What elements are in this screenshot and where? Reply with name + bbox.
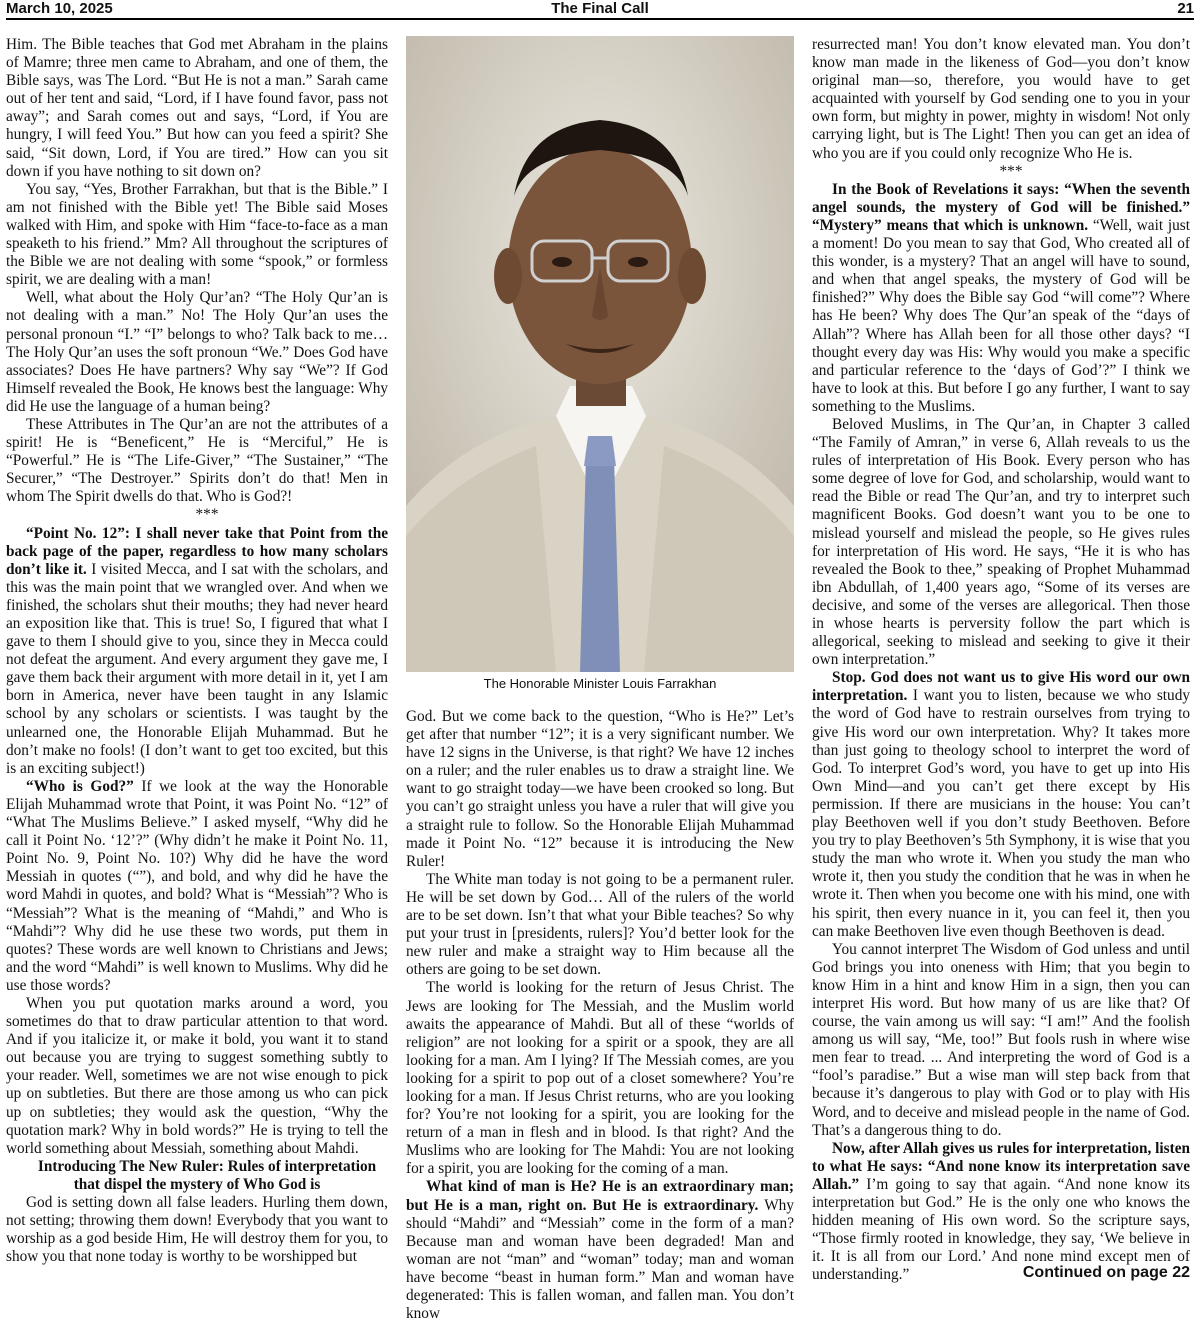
- masthead: [6, 0, 1194, 20]
- paragraph: resurrected man! You don’t know elevated man. You don’t know man made in the likeness of God—you don’t know original man—so, therefore, you would have to get acquainted with yourself by God sending one to you in your own form, but mighty in power, mighty in wisdom! Not only carrying light, but is The Light! Then you can get an idea of who you are if you could only recognize Who He is.: [812, 36, 1190, 162]
- paragraph: [6, 525, 388, 778]
- portrait-photo: [406, 36, 794, 672]
- paragraph: Him. The Bible teaches that God met Abraham in the plains of Mamre; three men came to Abraham, and one of them, the Bible says, was The Lord. “But He is not a man.” Sarah came out of her tent and said, “Lord, if I have found favor, pass not away”; and Sarah comes out and says, “Lord, if You are hungry, I will feed You.” But how can you feed a spirit? She said, “Sit down, Lord, if You are tired.” How can you sit down if you have nothing to sit down on?: [6, 36, 388, 180]
- column-2: [406, 708, 794, 1323]
- paragraph: [812, 1140, 1190, 1285]
- photo-caption: The Honorable Minister Louis Farrakhan: [483, 676, 717, 691]
- bold-lead: “Point No. 12”: I shall never take that Point from the back page of the paper, regardless to how many scholars don’t like it.: [6, 524, 388, 578]
- paragraph: Well, what about the Holy Qur’an? “The Holy Qur’an is not dealing with a man.” No! The Holy Qur’an uses the personal pronoun “I.” “I” belongs to who? Talk back to me… The Holy Qur’an uses the soft pronoun “We.” Does God have associates? Does He have partners? Why say “We”? If God Himself revealed the Book, He knows best the language: Why did He use the language of a human being?: [6, 289, 388, 415]
- paragraph: [406, 1178, 794, 1323]
- bold-lead: What kind of man is He? He is an extraordinary man; but He is a man, right on. But He is extraordinary.: [406, 1178, 794, 1214]
- issue-date: March 10, 2025: [6, 0, 113, 17]
- portrait-illustration: [406, 36, 794, 672]
- paragraph: God is setting down all false leaders. Hurling them down, not setting; throwing them down! Everybody that you want to worship as a god beside Him, He will destroy them for you, to show you that none today is worthy to be worshipped but: [6, 1194, 388, 1266]
- paragraph: [812, 669, 1190, 940]
- continued-notice[interactable]: Continued on page 22: [1022, 1264, 1190, 1281]
- paragraph-text: I visited Mecca, and I sat with the scholars, and this was the main point that we wrangled over. And when we finished, the scholars shut their mouths; they had never heard an exposition like that. This is true! So, I figured that what I gave to them I should give to you, since they in Mecca could not defeat the argument. And every argument they gave me, I gave them back their argument with more detail in it, yet I am born in America, never have been taught in any Islamic school by any scholars or scientists. I was taught by the unlearned one, the Honorable Elijah Muhammad. But he don’t make no fools! (I don’t want to get too excited, but this is an exciting subject!): [6, 560, 388, 777]
- paragraph-text: Why should “Mahdi” and “Messiah” come in the form of a man? Because man and woman have been degraded! Man and woman are not “man” and “woman” today; man and woman have become “beast in human form.” Man and woman have degenerated: This is fallen woman, and fallen man. You don’t know: [406, 1196, 794, 1323]
- paragraph: The White man today is not going to be a permanent ruler. He will be set down by God… All of the rulers of the world are to be set down. Isn’t that what your Bible teaches? So why put your trust in [presidents, rulers]? You’d better look for the new ruler and make a straight way to Him because all the others are going to be set down.: [406, 870, 794, 979]
- section-break: ***: [999, 162, 1023, 180]
- bold-lead: Stop. God does not want us to give His word our own interpretation.: [812, 669, 1190, 705]
- paragraph-text: I want you to listen, because we who study the word of God have to restrain ourselves from trying to give His word our own interpretation. Why? It takes more than just going to theology school to interpret the word of God. To interpret God’s word, you have to get up into His Own Mind—and you can’t get there except by His permission. If there are musicians in the house: You can’t play Beethoven well if you don’t study Beethoven. Before you try to play Beethoven’s 5th Symphony, it is wise that you study the man who wrote it. When you study the man who wrote it, then you study the condition that he was in when he wrote it. Then when you become one with his mind, one with his spirit, then every nuance in it, you can feel it, then you can make Beethoven live even though Beethoven is dead.: [812, 687, 1190, 940]
- paragraph: [6, 778, 388, 995]
- column-3: [812, 36, 1190, 1284]
- section-break: ***: [195, 506, 219, 524]
- paragraph: Beloved Muslims, in The Qur’an, in Chapter 3 called “The Family of Amran,” in verse 6, Allah reveals to us the rules of interpretation of His Book. Every person who has some degree of love for God, and scholarship, would want to read the Bible or read The Qur’an, and try to interpret such magnificent Books. God doesn’t want you to be one to mislead yourself and mislead the people, so He gives rules for interpretation of His word. He says, “He it is who has revealed the Book to thee,” speaking of Prophet Muhammad ibn Abdullah, of 1,400 years ago, “Some of its verses are decisive, and some of the verses are allegorical. Then those in whose hearts is perversity follow the part which is allegorical, seeking to mislead and seeking to give it their own interpretation.”: [812, 415, 1190, 669]
- column-1: [6, 36, 388, 1266]
- paragraph-text: “Well, wait just a moment! Do you mean to say that God, Who created all of this wonder, is a mystery? That an angel will have to sound, and when that angel speaks, the mystery of God will be finished?” Why does the Bible say God “will come”? Where has He been? Why does The Qur’an speak of the “days of Allah”? Where has Allah been for all those other days? “I thought every day was His: Why would you make a specific and particular reference to the ‘days of God’?” I think we have to look at this. But before I go any further, I want to say something to the Muslims.: [812, 216, 1190, 415]
- paragraph: [812, 181, 1190, 416]
- paper-title: The Final Call: [551, 0, 649, 17]
- page-number: 21: [1177, 0, 1194, 17]
- bold-lead: In the Book of Revelations it says: “When the seventh angel sounds, the mystery of God will be finished.” “Mystery” means that which is unknown.: [812, 180, 1190, 234]
- paragraph: You cannot interpret The Wisdom of God unless and until God brings you into oneness with Him; that you begin to know Him in a hint and know Him in a sign, then you can interpret His word. But how many of us are like that? Of course, the vain among us will say: “I am!” And the foolish among us will say, “Me, too!” But fools rush in where wise men fear to tread. ... And interpreting the word of God is a “fool’s paradise.” But a wise man will step back from that because it’s dangerous to play with God or to play with His Word, and to deceive and mislead people in the name of God. That’s a dangerous thing to do.: [812, 940, 1190, 1139]
- paragraph-text: I’m going to say that again. “And none know its interpretation but God.” He is the only one who knows the hidden meaning of His own word. So the scripture says, “Those firmly rooted in knowledge, they say, ‘We believe in it. It is all from our Lord.’ And none mind except men of understanding.”: [812, 1175, 1190, 1284]
- paragraph-text: If we look at the way the Honorable Elijah Muhammad wrote that Point, it was Point No. “12” of “What The Muslims Believe.” I asked myself, “Why did he call it Point No. ‘12’?” (Why didn’t he make it Point No. 11, Point No. 9, Point No. 10?) Why did he have the word Messiah in quotes (“”), and bold, and why did he have the word Mahdi in quotes, and bold? What is “Messiah”? Who is “Messiah”? What is the meaning of “Mahdi,” and Who is “Mahdi”? Why did he use these two words, put them in quotes? These words are well known to Christians and Jews; and the word “Mahdi” is well known to Muslims. Why did he use those words?: [6, 777, 388, 994]
- paragraph: You say, “Yes, Brother Farrakhan, but that is the Bible.” I am not finished with the Bible yet! The Bible said Moses walked with Him, and spoke with Him “face-to-face as a man speaketh to his friend.” Mm? All throughout the scriptures of the Bible we are not dealing with some “spook,” or formless spirit, we are dealing with a man!: [6, 180, 388, 289]
- paragraph: These Attributes in The Qur’an are not the attributes of a spirit! He is “Beneficent,” He is “Merciful,” He is “Powerful.” He is “The Life-Giver,” “The Sustainer,” “The Securer,” “The Destroyer.” Spirits don’t do that! Men in whom The Spirit dwells do that. Who is God?!: [6, 415, 388, 506]
- paragraph: When you put quotation marks around a word, you sometimes do that to draw particular attention to that word. And if you italicize it, or make it bold, you want it to stand out because you are trying to suggest something subtly to your reader. Well, sometimes we are not wise enough to pick up on subtleties. But there are those among us who can pick up on subtleties; they would ask the question, “Why the quotation mark? Why in bold words?” He is trying to tell the world something about Messiah, something about Mahdi.: [6, 994, 388, 1157]
- bold-lead: Now, after Allah gives us rules for interpretation, listen to what He says: “And none know its interpretation save Allah.”: [812, 1139, 1190, 1193]
- subheading: Introducing The New Ruler: Rules of interpretation that dispel the mystery of Who God is: [37, 1157, 377, 1193]
- paragraph: God. But we come back to the question, “Who is He?” Let’s get after that number “12”; it is a very significant number. We have 12 signs in the Universe, is that right? We have 12 inches on a ruler; and the ruler enables us to draw a straight line. We want to go straight today—we have been crooked so long. But you can’t go straight unless you have a ruler that will give you a straight rule to follow. So the Honorable Elijah Muhammad made it Point No. “12” because it is introducing the New Ruler!: [406, 708, 794, 870]
- bold-lead: “Who is God?”: [26, 777, 134, 795]
- paragraph: The world is looking for the return of Jesus Christ. The Jews are looking for The Messiah, and the Muslim world awaits the appearance of Mahdi. But all of these “worlds of religion” are not looking for a spirit or a spook, they are all looking for a man. Am I lying? If The Messiah comes, are you looking for a spirit to pop out of a closet somewhere? You’re looking for a man. If Jesus Christ returns, who are you looking for? You’re not looking for a spirit, you are looking for the return of a man in flesh and in blood. Is that right? And the Muslims who are looking for The Mahdi: You are not looking for a spirit, you are looking for the coming of a man.: [406, 979, 794, 1178]
